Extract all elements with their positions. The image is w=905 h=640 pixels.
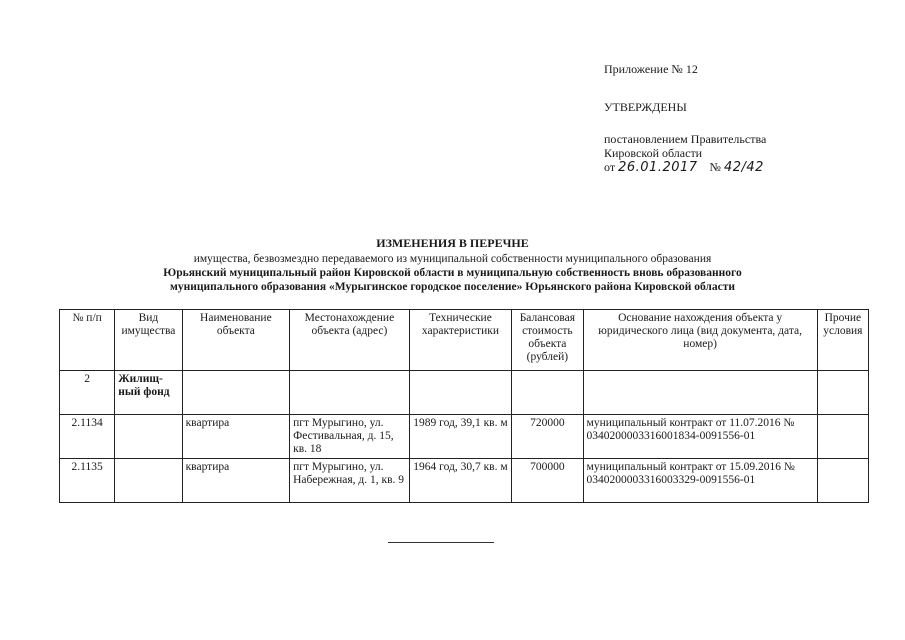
cell-basis: муниципальный контракт от 15.09.2016 № 0340200003316003329-0091556-01 bbox=[583, 459, 817, 503]
resolution-block bbox=[604, 132, 766, 175]
table-header-row bbox=[60, 310, 869, 371]
cell-name: квартира bbox=[182, 459, 290, 503]
cell-no: 2.1134 bbox=[60, 415, 115, 459]
cell-basis: муниципальный контракт от 11.07.2016 № 0340200003316001834-0091556-01 bbox=[583, 415, 817, 459]
cell-kind bbox=[115, 459, 182, 503]
resolution-line-1: постановлением Правительства bbox=[604, 132, 767, 146]
cell-other bbox=[817, 415, 868, 459]
subtitle-line-1: имущества, безвозмездно передаваемого из муниципальной собственности муниципального образования bbox=[193, 253, 712, 265]
cell-kind: Жилищ-ный фонд bbox=[115, 371, 182, 415]
header-kind: Вид имущества bbox=[115, 310, 182, 371]
cell-other bbox=[817, 459, 868, 503]
cell-tech: 1989 год, 39,1 кв. м bbox=[409, 415, 512, 459]
subtitle-line-3: муниципального образования «Мурыгинское городское поселение» Юрьянского района Кировской области bbox=[170, 281, 735, 293]
header-no: № п/п bbox=[60, 310, 115, 371]
date-prefix: от bbox=[604, 160, 616, 174]
table-row bbox=[60, 371, 869, 415]
cell-location bbox=[290, 371, 410, 415]
subtitle-line-2: Юрьянский муниципальный район Кировской области в муниципальную собственность вновь образованного bbox=[163, 267, 742, 279]
cell-balance bbox=[512, 371, 583, 415]
cell-name: квартира bbox=[182, 415, 290, 459]
cell-balance: 700000 bbox=[512, 459, 583, 503]
cell-no: 2 bbox=[60, 371, 115, 415]
cell-tech bbox=[409, 371, 512, 415]
cell-no: 2.1135 bbox=[60, 459, 115, 503]
approved-label: УТВЕРЖДЕНЫ bbox=[604, 100, 687, 114]
closing-rule bbox=[388, 542, 494, 543]
header-other: Прочие условия bbox=[817, 310, 868, 371]
appendix-number: Приложение № 12 bbox=[604, 62, 698, 76]
header-tech: Технические характеристики bbox=[409, 310, 512, 371]
header-basis: Основание нахождения объекта у юридического лица (вид документа, дата, номер) bbox=[583, 310, 817, 371]
resolution-date-line bbox=[604, 160, 766, 175]
cell-basis bbox=[583, 371, 817, 415]
table-row bbox=[60, 415, 869, 459]
cell-balance: 720000 bbox=[512, 415, 583, 459]
cell-tech: 1964 год, 30,7 кв. м bbox=[409, 459, 512, 503]
cell-location: пгт Мурыгино, ул. Набережная, д. 1, кв. 9 bbox=[290, 459, 410, 503]
cell-other bbox=[817, 371, 868, 415]
header-location: Местонахождение объекта (адрес) bbox=[290, 310, 410, 371]
property-table bbox=[59, 309, 869, 503]
handwritten-date: 26.01.2017 bbox=[618, 160, 698, 175]
resolution-line-2: Кировской области bbox=[604, 146, 703, 160]
table-row bbox=[60, 459, 869, 503]
cell-name bbox=[182, 371, 290, 415]
number-prefix: № bbox=[709, 160, 721, 174]
cell-kind bbox=[115, 415, 182, 459]
handwritten-number: 42/42 bbox=[723, 160, 764, 175]
cell-location: пгт Мурыгино, ул. Фестивальная, д. 15, кв. 18 bbox=[290, 415, 410, 459]
document-subtitle bbox=[60, 252, 845, 294]
header-balance: Балансовая стоимость объекта (рублей) bbox=[512, 310, 583, 371]
header-name: Наименование объекта bbox=[182, 310, 290, 371]
document-title: ИЗМЕНЕНИЯ В ПЕРЕЧНЕ bbox=[376, 236, 529, 250]
